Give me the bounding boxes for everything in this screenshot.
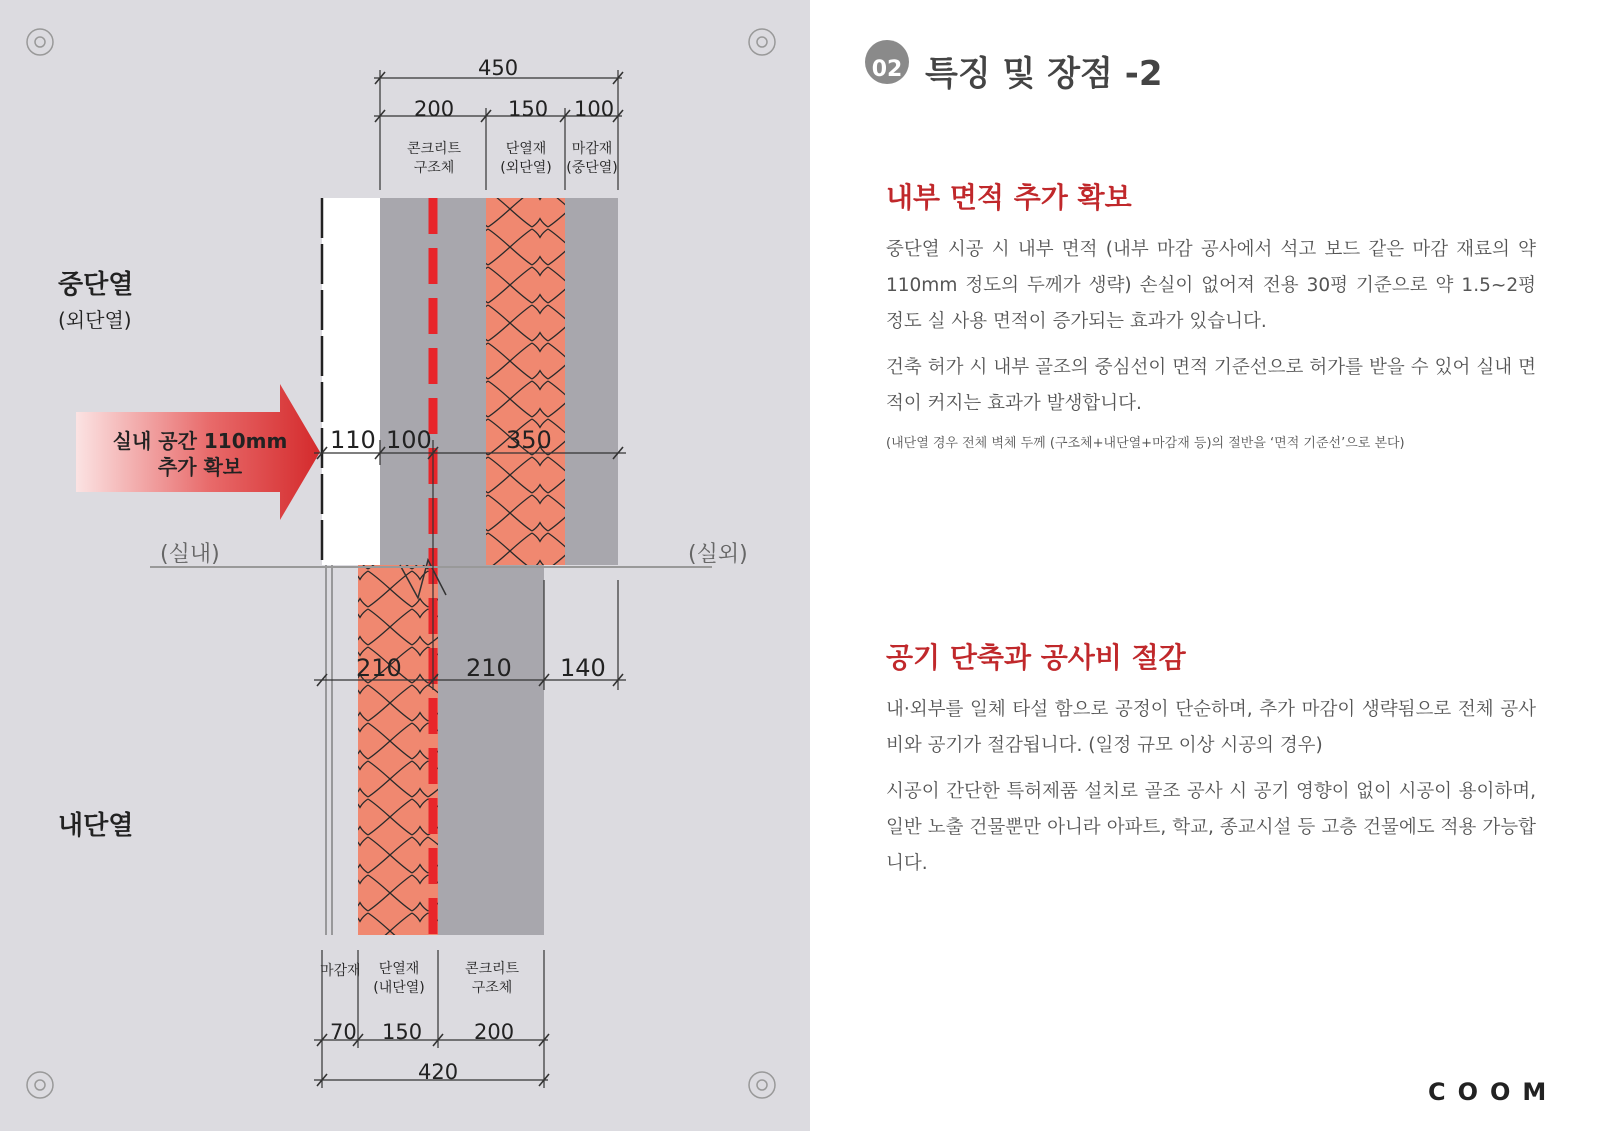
section1-paragraph1: 중단열 시공 시 내부 면적 (내부 마감 공사에서 석고 보드 같은 마감 재료의 약 110mm 정도의 두께가 생략) 손실이 없어져 전용 30평 기준으로 약 1.5~2평 정도 실 사용 면적이 증가되는 효과가 있습니다. xyxy=(886,239,1536,332)
dim-top-finish: 100 xyxy=(574,97,615,121)
material-text: (중단열) xyxy=(566,160,618,176)
section1-note: (내단열 경우 전체 벽체 두께 (구조체+내단열+마감재 등)의 절반을 ‘면적 기준선’으로 본다) xyxy=(886,436,1405,451)
section1-paragraph2: 건축 허가 시 내부 골조의 중심선이 면적 기준선으로 허가를 받을 수 있어 실내 면적이 커지는 효과가 발생합니다. xyxy=(886,357,1536,414)
material-bottom-insulation xyxy=(358,960,440,998)
dim-top-concrete: 200 xyxy=(414,97,455,121)
dim-bottom-total: 420 xyxy=(418,1060,459,1084)
arrow-caption xyxy=(90,428,310,480)
material-text: (내단열) xyxy=(373,980,425,996)
corner-mark xyxy=(27,29,53,55)
material-text: 단열재 xyxy=(378,961,420,977)
dim-mid-140: 140 xyxy=(560,654,606,682)
material-top-finish xyxy=(566,140,618,178)
material-text: 구조체 xyxy=(413,160,455,176)
brand-logo: COOM xyxy=(1428,1078,1559,1106)
material-text: 마감재 xyxy=(571,141,613,157)
dim-mid-100: 100 xyxy=(386,426,432,454)
material-text: 콘크리트 xyxy=(464,961,520,977)
zone-top-title: 중단열 xyxy=(58,270,134,300)
section-badge: 02 xyxy=(865,40,909,84)
top-insulation-layer xyxy=(486,198,565,565)
arrow-caption-line1: 실내 공간 110mm xyxy=(112,429,288,453)
material-text: 단열재 xyxy=(505,141,547,157)
material-top-insulation xyxy=(488,140,564,178)
top-finish-layer xyxy=(565,198,618,565)
material-text: 콘크리트 xyxy=(406,141,462,157)
dim-mid-350: 350 xyxy=(506,426,552,454)
page-title: 특징 및 장점 -2 xyxy=(925,54,1163,94)
dim-top-insulation: 150 xyxy=(508,97,549,121)
corner-mark xyxy=(749,1072,775,1098)
arrow-caption-line2: 추가 확보 xyxy=(157,455,243,479)
dim-bottom-concrete: 200 xyxy=(474,1020,515,1044)
material-text: (외단열) xyxy=(500,160,552,176)
section2-paragraph1: 내·외부를 일체 타설 함으로 공정이 단순하며, 추가 마감이 생략됨으로 전체 공사비와 공기가 절감됩니다. (일정 규모 이상 시공의 경우) xyxy=(886,699,1536,756)
dim-top-total: 450 xyxy=(478,56,519,80)
dim-mid-210b: 210 xyxy=(466,654,512,682)
bottom-concrete-structure xyxy=(438,565,544,935)
section1-title: 내부 면적 추가 확보 xyxy=(886,181,1132,214)
zone-top-subtitle: (외단열) xyxy=(58,308,132,332)
bottom-insulation-layer xyxy=(358,565,438,935)
material-bottom-finish: 마감재 xyxy=(320,963,361,979)
dim-bottom-finish: 70 xyxy=(330,1020,357,1044)
interior-label: (실내) xyxy=(160,542,220,567)
dim-mid-110: 110 xyxy=(330,426,376,454)
dim-mid-210a: 210 xyxy=(356,654,402,682)
exterior-label: (실외) xyxy=(688,542,748,567)
material-text: 구조체 xyxy=(471,980,513,996)
corner-mark xyxy=(749,29,775,55)
section2-paragraph2: 시공이 간단한 특허제품 설치로 골조 공사 시 공기 영향이 없이 시공이 용이하며, 일반 노출 건물뿐만 아니라 아파트, 학교, 종교시설 등 고층 건물에도 적용 가능합니다. xyxy=(886,781,1536,874)
bottom-finish-layer xyxy=(322,565,358,935)
zone-bottom-title: 내단열 xyxy=(58,811,134,841)
material-top-concrete xyxy=(382,140,486,178)
section2-title: 공기 단축과 공사비 절감 xyxy=(886,641,1186,674)
dim-bottom-insulation: 150 xyxy=(382,1020,423,1044)
material-bottom-concrete xyxy=(440,960,544,998)
corner-mark xyxy=(27,1072,53,1098)
interior-space-gain xyxy=(322,198,380,565)
